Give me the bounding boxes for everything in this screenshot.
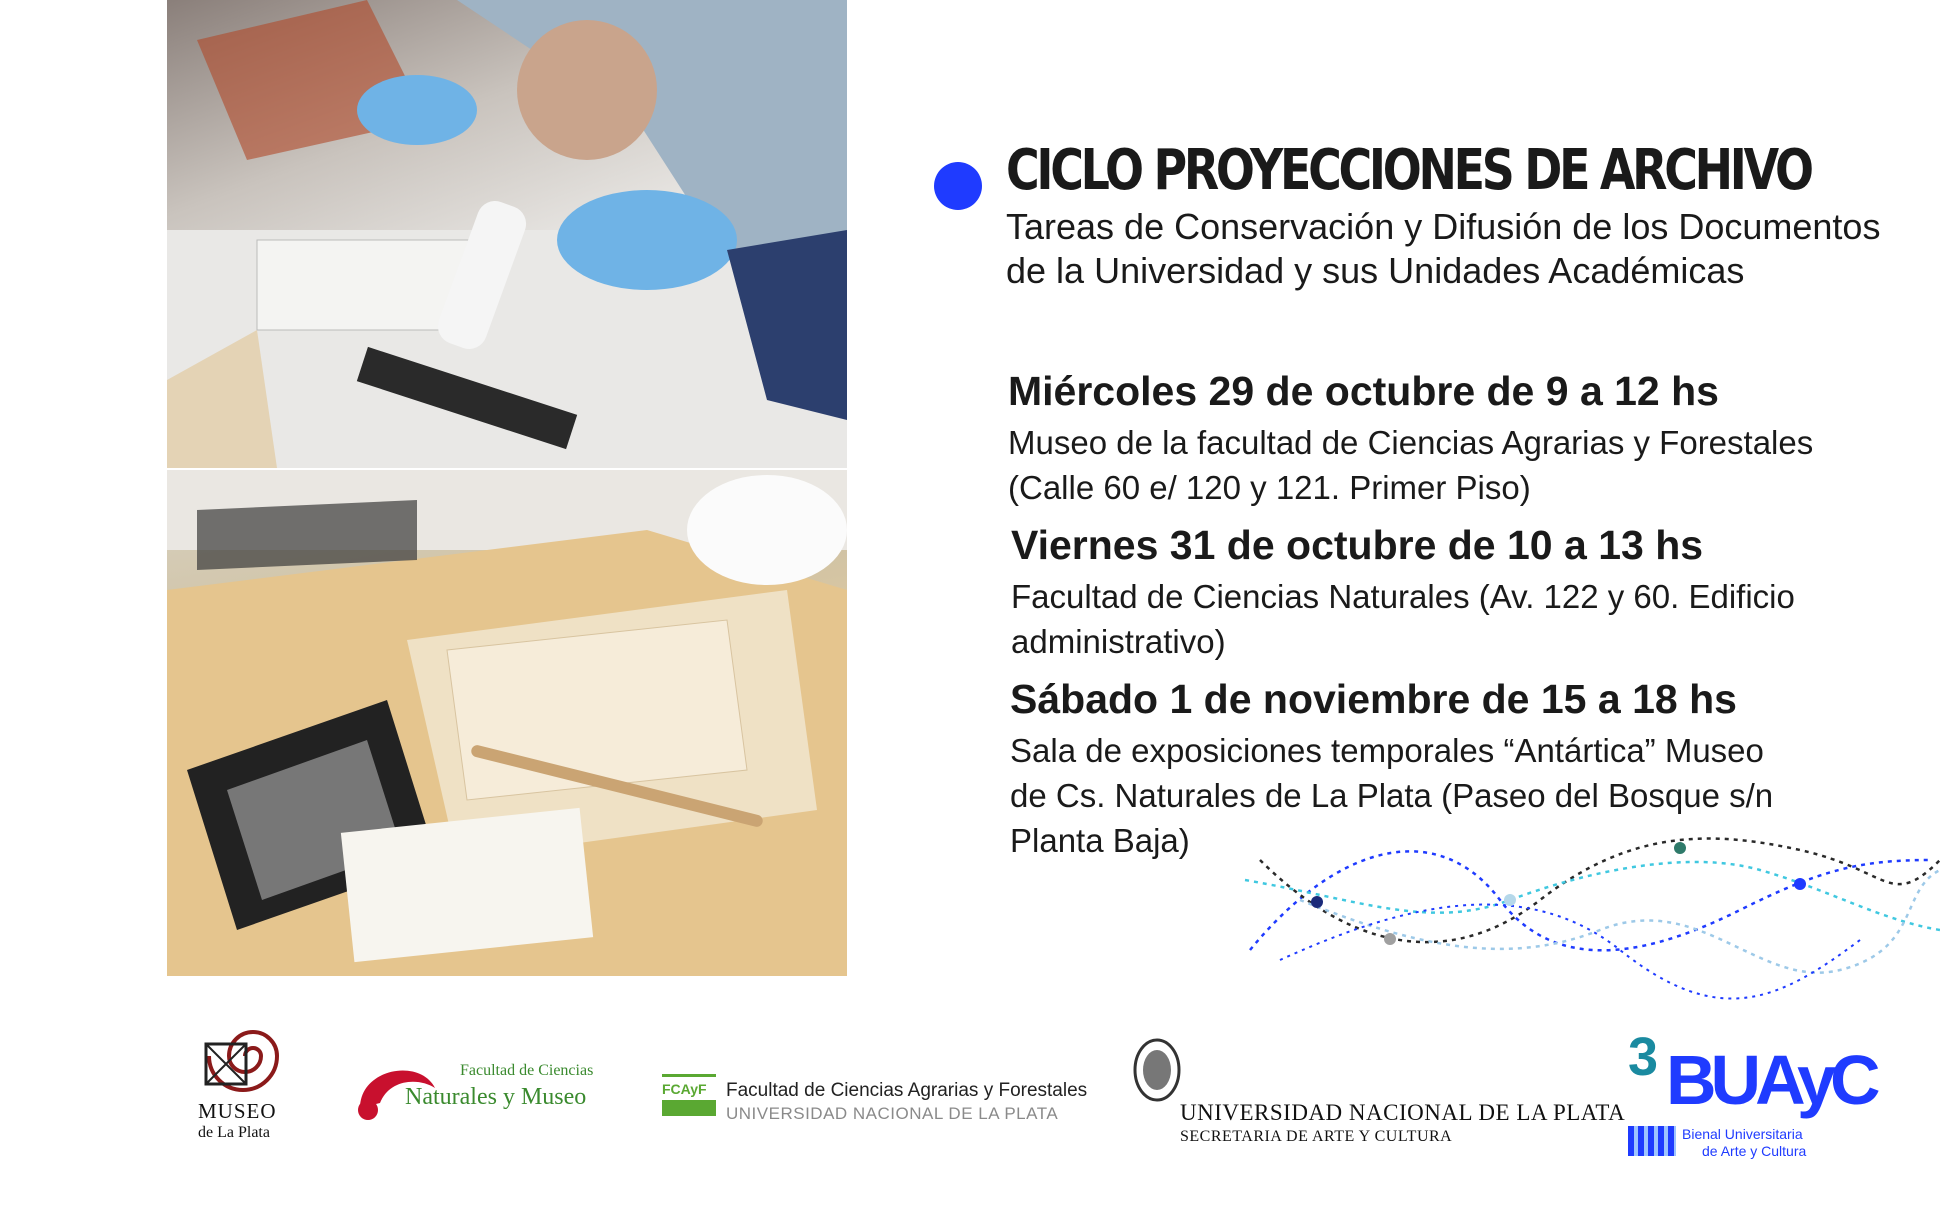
unlp-line-2: SECRETARIA DE ARTE Y CULTURA [1180, 1128, 1453, 1145]
photo-conservation-illustration [167, 0, 847, 468]
fcnym-line-2: Naturales y Museo [405, 1084, 587, 1110]
fcayf-emblem [662, 1074, 716, 1127]
event-3-date: Sábado 1 de noviembre de 15 a 18 hs [1010, 676, 1737, 722]
event-1-place [1008, 420, 1908, 510]
buayc-logo [1622, 1026, 1912, 1161]
event-3-place-line-2: de Cs. Naturales de La Plata (Paseo del Bosque s/n [1010, 777, 1774, 814]
fcayf-abbr: FCAyF [662, 1081, 707, 1097]
event-3-place-line-1: Sala de exposiciones temporales “Antártica” Museo [1010, 732, 1764, 769]
museo-name: MUSEO [198, 1099, 277, 1123]
event-subtitle [1006, 205, 1926, 293]
unlp-seal-icon [1132, 1036, 1182, 1104]
buayc-stripes-icon [1628, 1126, 1676, 1156]
title-bullet [934, 162, 982, 210]
event-2-place-line-2: administrativo) [1011, 623, 1226, 660]
event-2-date: Viernes 31 de octubre de 10 a 13 hs [1011, 522, 1704, 568]
fcayf-bar-icon [662, 1100, 716, 1116]
event-2-place-line-1: Facultad de Ciencias Naturales (Av. 122 y 60. Edificio [1011, 578, 1795, 615]
decorative-wave-lines [1240, 800, 1940, 1000]
event-title: CICLO PROYECCIONES DE ARCHIVO [1006, 138, 1811, 203]
fcayf-line-1: Facultad de Ciencias Agrarias y Forestales [726, 1080, 1088, 1101]
event-3-place-line-3: Planta Baja) [1010, 822, 1190, 859]
photo-archive-illustration [167, 470, 847, 976]
event-1-date: Miércoles 29 de octubre de 9 a 12 hs [1008, 368, 1719, 414]
unlp-line-1: UNIVERSIDAD NACIONAL DE LA PLATA [1180, 1100, 1626, 1125]
museo-la-plata-logo [198, 1016, 328, 1141]
photo-archive-documents [167, 470, 847, 976]
buayc-line-1: Bienal Universitaria [1682, 1126, 1803, 1142]
fcayf-line-2: UNIVERSIDAD NACIONAL DE LA PLATA [726, 1104, 1059, 1123]
subtitle-line-2: de la Universidad y sus Unidades Académicas [1006, 250, 1745, 291]
event-1-place-line-1: Museo de la facultad de Ciencias Agrarias y Forestales [1008, 424, 1814, 461]
event-2-place [1011, 574, 1911, 664]
event-1-place-line-2: (Calle 60 e/ 120 y 121. Primer Piso) [1008, 469, 1531, 506]
subtitle-line-1: Tareas de Conservación y Difusión de los Documentos [1006, 206, 1881, 247]
fcnym-logo [350, 1058, 630, 1128]
buayc-line-2: de Arte y Cultura [1702, 1143, 1807, 1159]
museo-spiral-icon [198, 1016, 318, 1096]
fcnym-line-1: Facultad de Ciencias [460, 1062, 594, 1079]
museo-city: de La Plata [198, 1124, 270, 1141]
fcayf-logo [662, 1074, 1092, 1130]
photo-conservation-work [167, 0, 847, 468]
buayc-number: 3 [1628, 1027, 1659, 1087]
buayc-letters: BUAyC [1666, 1041, 1875, 1119]
unlp-logo [1130, 1036, 1626, 1146]
